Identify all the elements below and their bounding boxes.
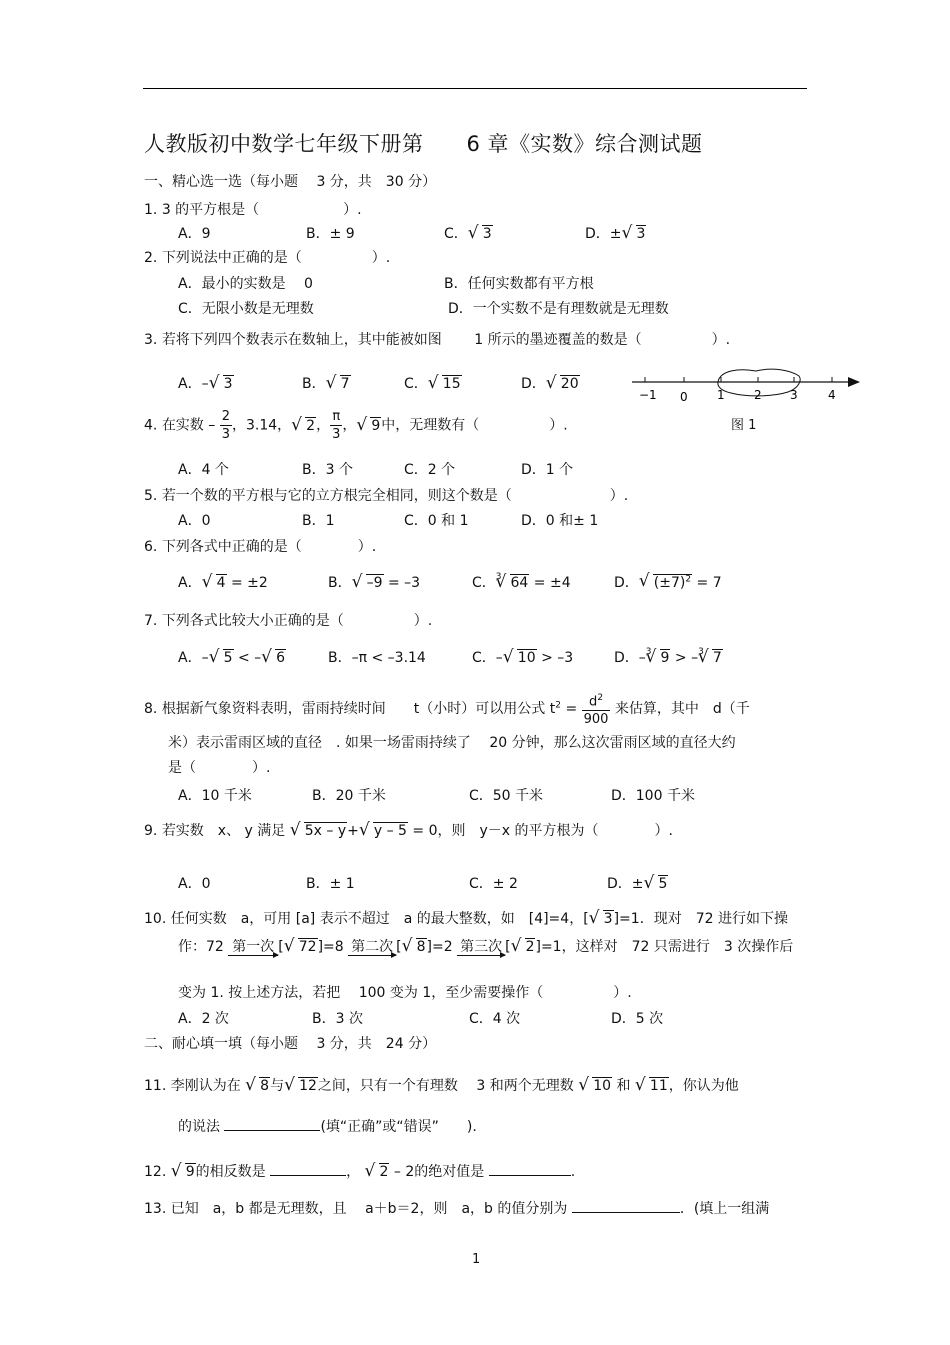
q1-option-d: D．±√ 3 <box>585 223 646 243</box>
q13-answer-blank[interactable] <box>572 1198 680 1213</box>
q1-option-b: B．± 9 <box>306 226 355 242</box>
question-13: 13. 已知 a，b 都是无理数，且 a＋b＝2，则 a，b 的值分别为 ．(填上一组满 <box>144 1198 769 1218</box>
q5-option-a: A．0 <box>178 513 211 529</box>
page-number: 1 <box>472 1252 481 1267</box>
question-10-line-2: 作：72 第一次 [√ 72]=8 第二次 [√ 8]=2 第三次 [√ 2]=1，这样对 72 只需进行 3 次操作后 <box>178 936 793 956</box>
q12-answer-blank-2[interactable] <box>489 1161 571 1176</box>
question-11-line-2: 的说法 (填“正确”或“错误” ). <box>178 1116 477 1136</box>
tick-label-0: 0 <box>680 390 688 404</box>
question-11-line-1: 11. 李刚认为在 √ 8与√ 12之间，只有一个有理数 3 和两个无理数 √ 10 和 √ 11，你认为他 <box>144 1075 739 1095</box>
section-2-heading: 二、耐心填一填（每小题 3 分，共 24 分） <box>144 1036 437 1052</box>
question-8-line-3: 是（ ）. <box>168 760 271 776</box>
question-3: 3. 若将下列四个数表示在数轴上，其中能被如图 1 所示的墨迹覆盖的数是（ ）. <box>144 332 731 348</box>
figure-1-caption: 图 1 <box>731 418 757 433</box>
tick-label-4: 4 <box>828 388 836 402</box>
q6-option-c: C．$^3$√ 64 = ±4 <box>472 572 571 592</box>
q9-option-a: A．0 <box>178 876 211 892</box>
q3-option-b: B．√ 7 <box>302 373 351 393</box>
q8-option-d: D．100 千米 <box>611 788 695 804</box>
q9-option-d: D．±√ 5 <box>607 873 668 893</box>
q4-option-d: D．1 个 <box>521 462 574 478</box>
q12-answer-blank-1[interactable] <box>270 1161 346 1176</box>
q8-option-c: C．50 千米 <box>469 788 544 804</box>
q5-option-c: C．0 和 1 <box>404 513 469 529</box>
q4-option-c: C．2 个 <box>404 462 456 478</box>
question-2: 2. 下列说法中正确的是（ ）. <box>144 250 391 266</box>
question-10-line-1: 10. 任何实数 a，可用 [a] 表示不超过 a 的最大整数，如 [4]=4，[√ 3]=1．现对 72 进行如下操 <box>144 908 788 928</box>
q9-option-b: B．± 1 <box>306 876 355 892</box>
q8-option-b: B．20 千米 <box>312 788 386 804</box>
question-6: 6. 下列各式中正确的是（ ）. <box>144 539 377 555</box>
q10-option-c: C．4 次 <box>469 1011 521 1027</box>
q4-option-b: B．3 个 <box>302 462 353 478</box>
q2-option-d: D．一个实数不是有理数就是无理数 <box>448 301 669 317</box>
question-9: 9. 若实数 x、 y 满足 √ 5x – y+√ y – 5 = 0，则 y－x 的平方根为（ ）. <box>144 820 673 840</box>
question-4: 4. 在实数 – $\frac{2}{3}$ ，3.14，√ 2， $\frac{\pi}{3}$ ，√ 9中，无理数有（ ）. <box>144 408 568 443</box>
q10-option-b: B．3 次 <box>312 1011 363 1027</box>
q3-option-c: C．√ 15 <box>404 373 462 393</box>
q6-option-a: A．√ 4 = ±2 <box>178 572 268 592</box>
q2-option-c: C．无限小数是无理数 <box>178 301 314 317</box>
q2-option-b: B．任何实数都有平方根 <box>444 276 594 292</box>
tick-label-1: 1 <box>717 388 725 402</box>
q6-option-b: B．√ –9 = –3 <box>328 572 420 592</box>
tick-label-2: 2 <box>754 388 762 402</box>
tick-label-3: 3 <box>790 388 798 402</box>
header-rule <box>143 88 807 89</box>
q10-option-d: D．5 次 <box>611 1011 664 1027</box>
q7-option-a: A．–√ 5 < –√ 6 <box>178 647 286 667</box>
q8-option-a: A．10 千米 <box>178 788 252 804</box>
q4-option-a: A．4 个 <box>178 462 229 478</box>
figure-1-number-line <box>628 364 864 410</box>
q3-option-a: A．–√ 3 <box>178 373 234 393</box>
question-12: 12. √ 9的相反数是 ， √ 2 – 2的绝对值是 . <box>144 1161 575 1181</box>
tick-label-neg1: −1 <box>639 388 657 402</box>
q1-option-c: C．√ 3 <box>444 223 493 243</box>
question-8-line-2: 米）表示雷雨区域的直径 . 如果一场雷雨持续了 20 分钟，那么这次雷雨区域的直径大约 <box>168 735 736 751</box>
q5-option-d: D．0 和± 1 <box>521 513 599 529</box>
section-1-heading: 一、精心选一选（每小题 3 分，共 30 分） <box>144 174 437 190</box>
q10-option-a: A．2 次 <box>178 1011 229 1027</box>
q5-option-b: B．1 <box>302 513 335 529</box>
q9-option-c: C．± 2 <box>469 876 518 892</box>
q6-option-d: D．√ $(\pm 7)^2 = 7$ <box>614 572 722 592</box>
q1-option-a: A．9 <box>178 226 211 242</box>
question-7: 7. 下列各式比较大小正确的是（ ）. <box>144 613 433 629</box>
q7-option-b: B．–π < –3.14 <box>328 650 426 666</box>
q11-answer-blank[interactable] <box>224 1116 320 1131</box>
q7-option-d: D．–$^3$√ 9 > –$^3$√ 7 <box>614 647 723 667</box>
page-title: 人教版初中数学七年级下册第 6 章《实数》综合测试题 <box>144 132 703 156</box>
question-1: 1. 3 的平方根是（ ）. <box>144 202 362 218</box>
question-8-line-1: 8. 根据新气象资料表明，雷雨持续时间 t（小时）可以用公式 $t^2$ = $\frac{d^2}{900}$ 来估算，其中 d（千 <box>144 690 750 728</box>
q2-option-a: A．最小的实数是 0 <box>178 276 313 292</box>
q3-option-d: D．√ 20 <box>521 373 580 393</box>
question-5: 5. 若一个数的平方根与它的立方根完全相同，则这个数是（ ）. <box>144 488 629 504</box>
question-10-line-3: 变为 1. 按上述方法，若把 100 变为 1，至少需要操作（ ）. <box>178 985 632 1001</box>
q7-option-c: C．–√ 10 > –3 <box>472 647 573 667</box>
